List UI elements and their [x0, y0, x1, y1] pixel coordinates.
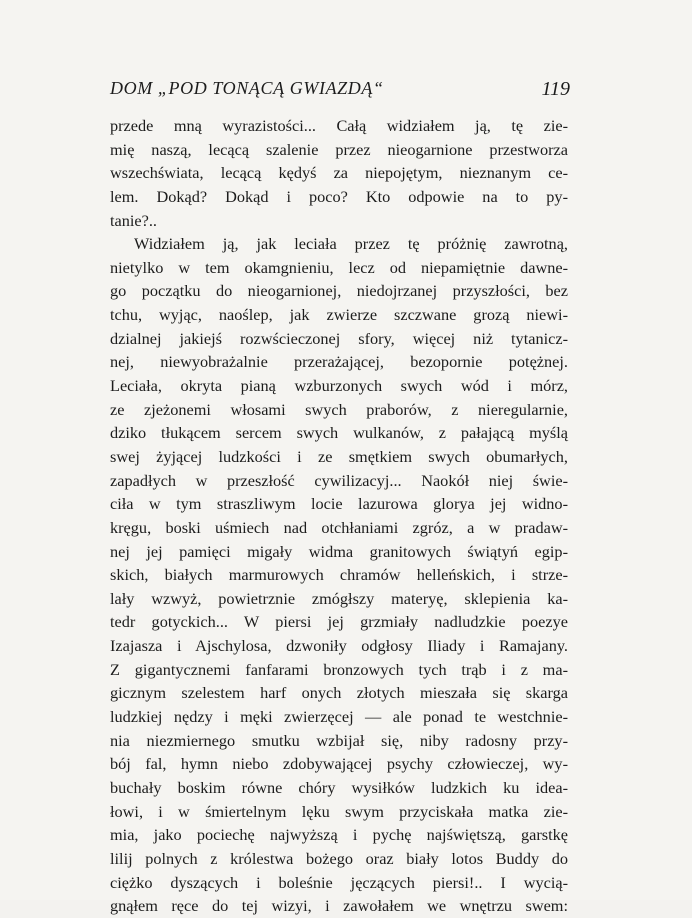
text-line: dzialnej jakiejś rozwścieczonej sfory, więcej niż tytanicz-	[110, 328, 568, 348]
text-line: swej żyjącej ludzkości i ze smętkiem swych obumarłych,	[110, 446, 568, 466]
text-line: nej, niewyobrażalnie przerażającej, bezopornie potężnej.	[110, 352, 568, 372]
text-line: mia, jako pociechę najwyższą i pychę najświętszą, garstkę	[110, 825, 568, 845]
text-line: wszechświata, lecącą kędyś za niepojętym, nieznanym ce-	[110, 163, 568, 183]
text-line: lem. Dokąd? Dokąd i poco? Kto odpowie na to py-	[110, 186, 568, 206]
text-line: zapadłych w przeszłość cywilizacyj... Naokół niej świe-	[110, 470, 568, 490]
text-line: Widziałem ją, jak leciała przez tę próżnię zawrotną,	[134, 234, 568, 254]
text-line: Izajasza i Ajschylosa, dzwoniły odgłosy Iliady i Ramajany.	[110, 636, 568, 656]
text-line: Leciała, okryta pianą wzburzonych swych wód i mórz,	[110, 376, 568, 396]
text-line: nia niezmiernego smutku wzbijał się, niby radosny przy-	[110, 730, 568, 750]
text-line: dziko tłukącem sercem swych wulkanów, z pałającą myślą	[110, 423, 568, 443]
text-line: ciężko dyszących i boleśnie jęczących piersi!.. I wycią-	[110, 872, 568, 892]
text-line: skich, białych marmurowych chramów helleńskich, i strze-	[110, 565, 568, 585]
body-text	[110, 114, 568, 918]
text-line: buchały boskim równe chóry wysiłków ludzkich ku idea-	[110, 777, 568, 797]
text-line: tchu, wyjąc, naoślep, jak zwierze szczwane grozą niewi-	[110, 305, 568, 325]
text-line: tanie?..	[110, 210, 158, 230]
text-line: bój fal, hymn niebo zdobywającej psychy człowieczej, wy-	[110, 754, 568, 774]
text-line: nej jej pamięci migały widma granitowych świątyń egip-	[110, 541, 568, 561]
text-line: gicznym szelestem harf onych złotych mieszała się skarga	[110, 683, 568, 703]
text-line: kręgu, boski uśmiech nad otchłaniami zgróz, a w pradaw-	[110, 517, 568, 537]
text-line: go początku do nieogarnionej, niedojrzanej przyszłości, bez	[110, 281, 568, 301]
text-line: gnąłem ręce do tej wizyi, i zawołałem we wnętrzu swem:	[110, 896, 568, 916]
running-title: DOM „POD TONĄCĄ GWIAZDĄ“	[110, 78, 384, 98]
text-line: Z gigantycznemi fanfarami bronzowych tych trąb i z ma-	[110, 659, 568, 679]
text-line: lilij polnych z królestwa bożego oraz biały lotos Buddy do	[110, 848, 568, 868]
text-line: ludzkiej nędzy i męki zwierzęcej — ale ponad te westchnie-	[110, 707, 568, 727]
text-line: ciła w tym straszliwym locie lazurowa glorya jej widno-	[110, 494, 568, 514]
text-line: tedr gotyckich... W piersi jej grzmiały nadludzkie poezye	[110, 612, 568, 632]
text-line: lały wzwyż, powietrznie zmógłszy materyę, sklepienia ka-	[110, 588, 568, 608]
text-line: mię naszą, lecącą szalenie przez nieogarnione przestworza	[110, 139, 568, 159]
text-line: nietylko w tem okamgnieniu, lecz od niepamiętnie dawne-	[110, 257, 568, 277]
text-line: przede mną wyrazistości... Całą widziałem ją, tę zie-	[110, 116, 568, 135]
text-line: łowi, i w śmiertelnym lęku swym przyciskała matka zie-	[110, 801, 568, 821]
text-line: ze zjeżonemi włosami swych praborów, z nieregularnie,	[110, 399, 568, 419]
page-number: 119	[541, 78, 570, 100]
